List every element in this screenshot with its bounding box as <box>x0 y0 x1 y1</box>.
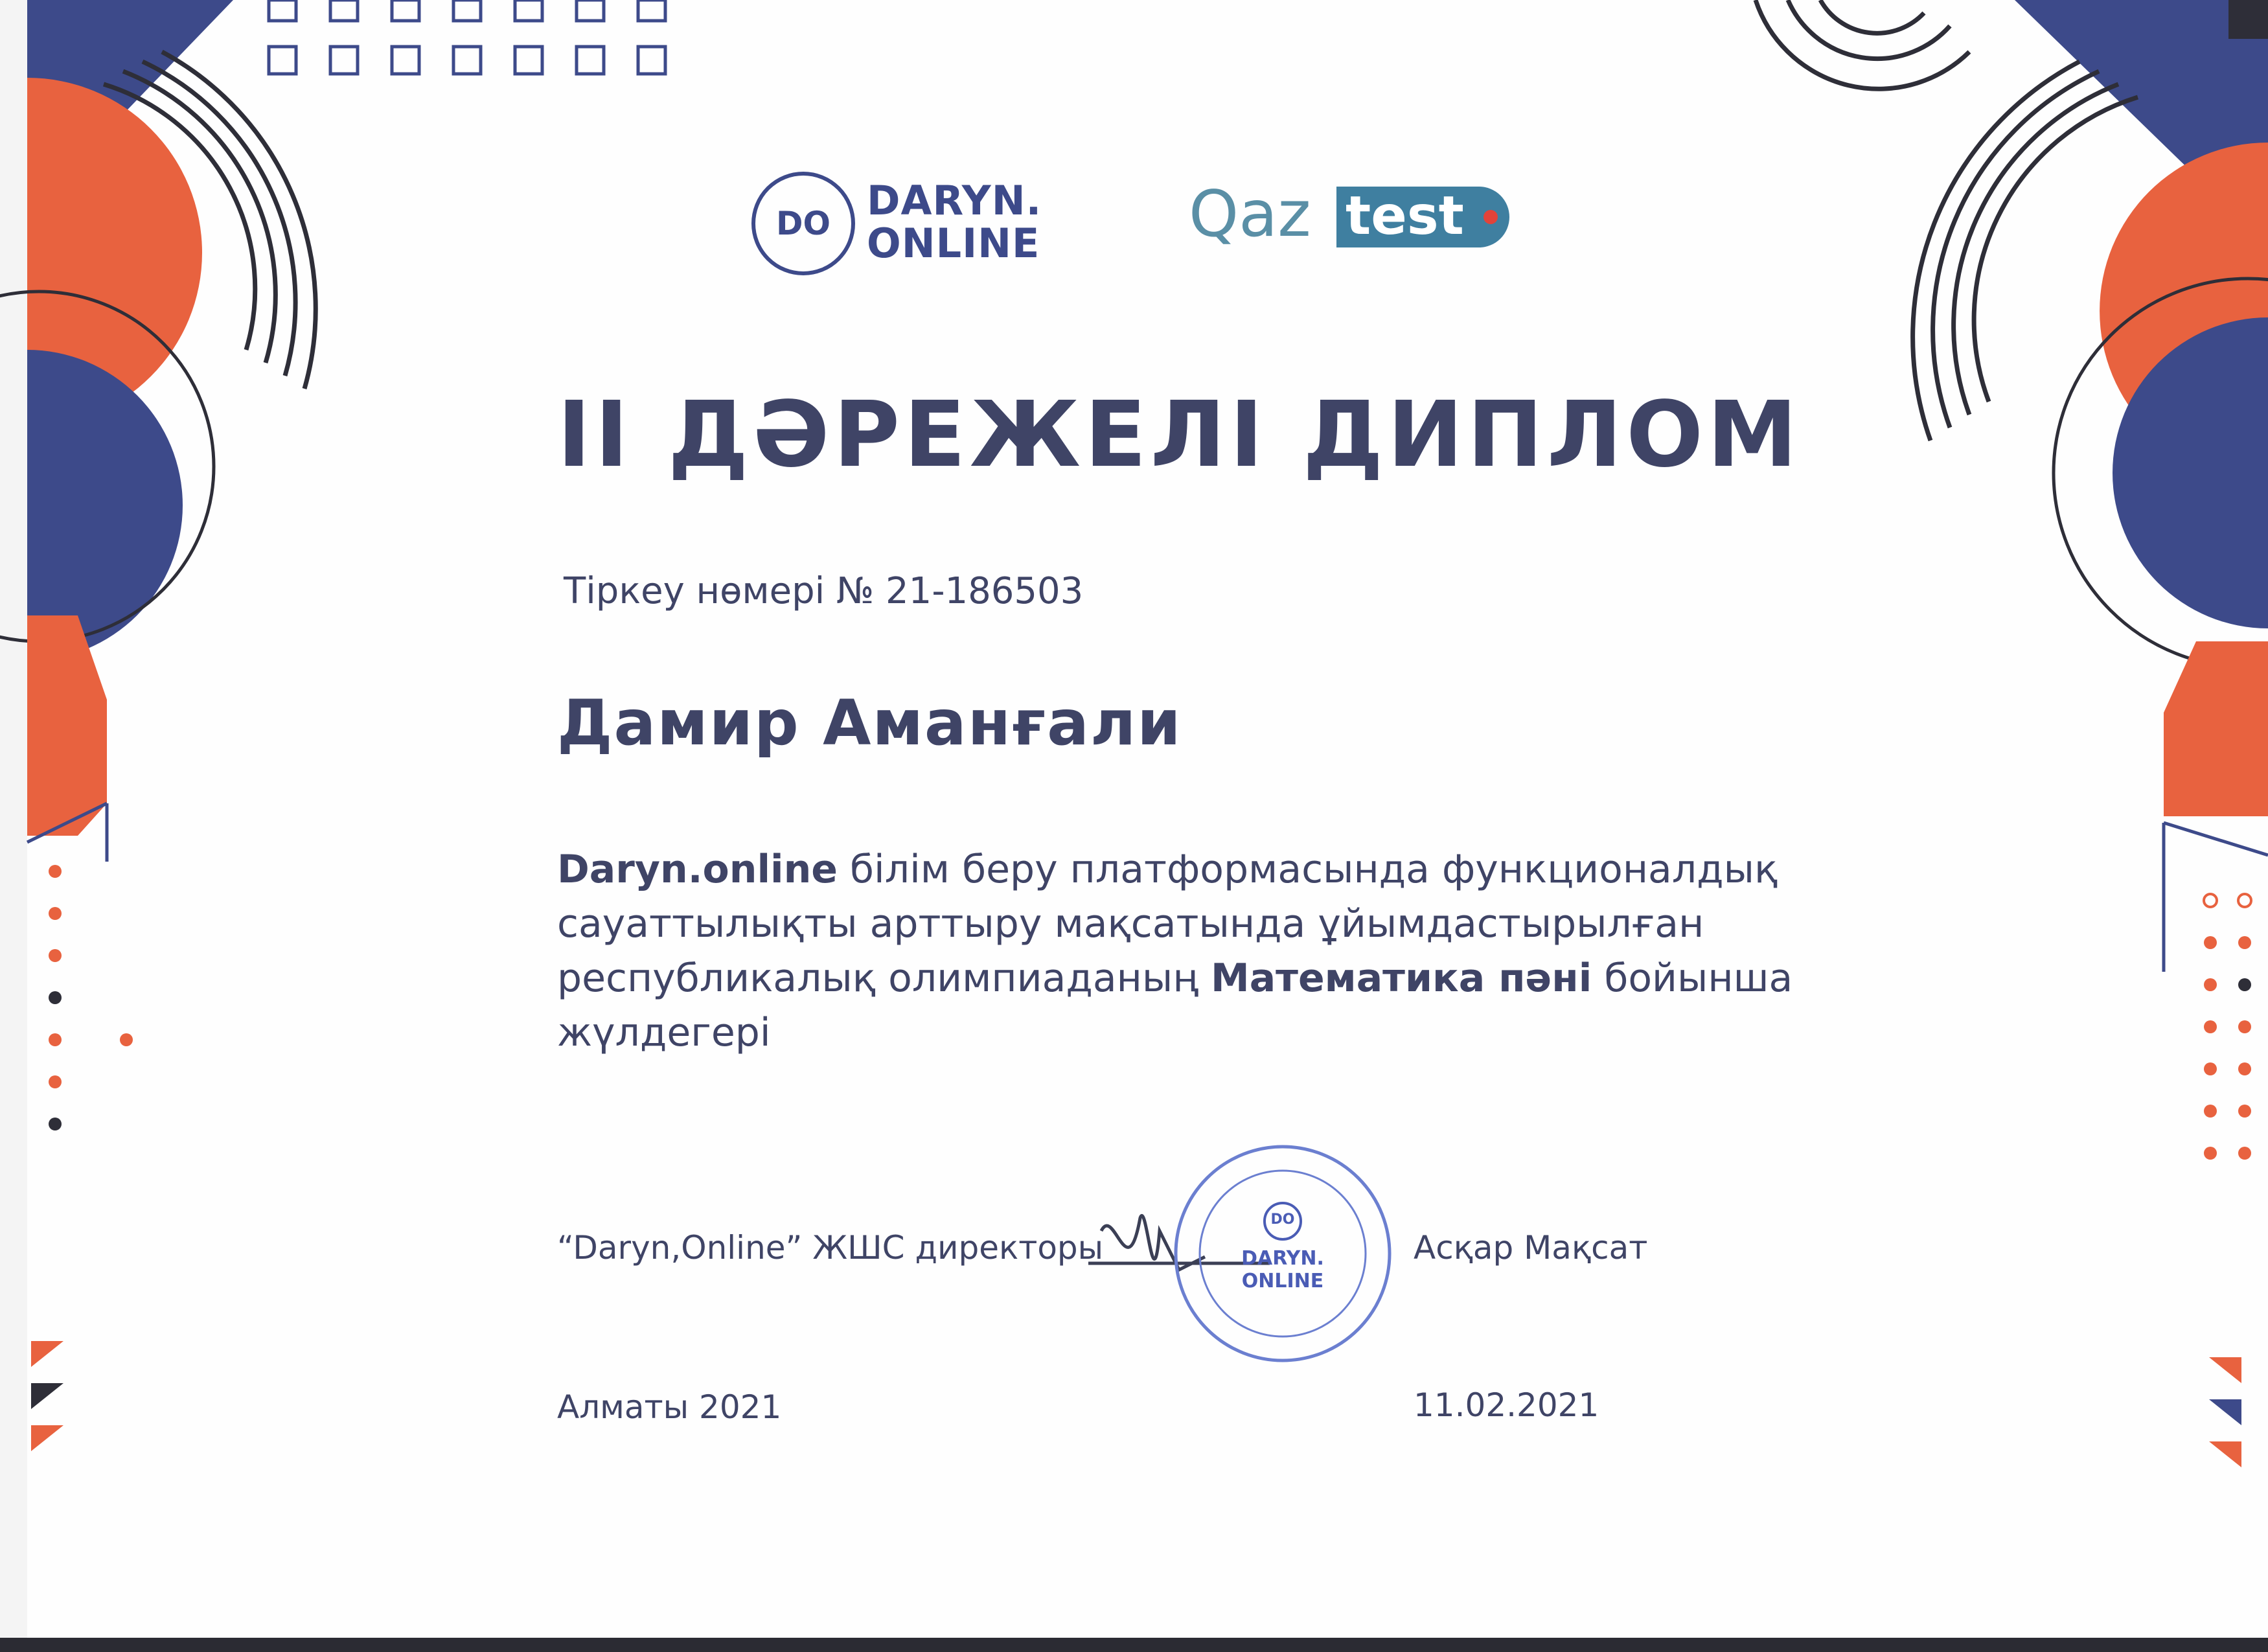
recipient-name: Дамир Аманғали <box>557 687 1182 759</box>
platform-name: Daryn.online <box>557 847 838 892</box>
darynonline-logo <box>751 165 1062 282</box>
award-description <box>557 842 1918 1060</box>
right-arcs <box>1913 62 2138 441</box>
director-name: Асқар Мақсат <box>1414 1229 1648 1267</box>
company-stamp <box>1169 1140 1396 1367</box>
registration-number: Тіркеу нөмері № 21-186503 <box>564 570 1084 612</box>
darynonline-wordmark <box>867 179 1042 265</box>
right-dots <box>2204 894 2251 1160</box>
qaztest-logo <box>1189 175 1500 266</box>
diploma-title: II ДӘРЕЖЕЛІ ДИПЛОМ <box>557 382 1802 488</box>
left-dots <box>49 865 133 1130</box>
do-mark: DO <box>775 205 830 242</box>
qaztest-part2: test <box>1346 185 1464 247</box>
left-orange-hex <box>27 615 107 836</box>
do-circle-icon <box>751 172 855 275</box>
right-top-arcs <box>1756 0 1969 89</box>
description-text-1: білім беру платформасында функционалдық сауаттылықты арттыру мақсатында ұйымдастырылған республикалық олимпиаданың <box>557 847 1778 1001</box>
darynonline-line2: ONLINE <box>867 220 1040 267</box>
city-year: Алматы 2021 <box>557 1388 782 1426</box>
director-position: “Daryn,Online” ЖШС директоры <box>557 1229 1104 1267</box>
qaztest-dot-icon <box>1483 210 1498 224</box>
qaztest-part1: Qaz <box>1189 178 1311 251</box>
issue-date: 11.02.2021 <box>1414 1386 1599 1424</box>
scan-edge-bottom <box>0 1638 2268 1652</box>
top-squares <box>269 0 665 74</box>
stamp-line2: ONLINE <box>1241 1270 1324 1292</box>
subject-name: Математика пәні <box>1210 956 1592 1001</box>
qaztest-part2-badge <box>1336 187 1509 247</box>
darynonline-line1: DARYN. <box>867 177 1042 224</box>
left-navy-half-circle <box>27 350 183 661</box>
description-text-2: бойынша жүлдегері <box>557 956 1793 1055</box>
stamp-mark: DO <box>1270 1211 1295 1228</box>
stamp-line1: DARYN. <box>1241 1247 1324 1270</box>
